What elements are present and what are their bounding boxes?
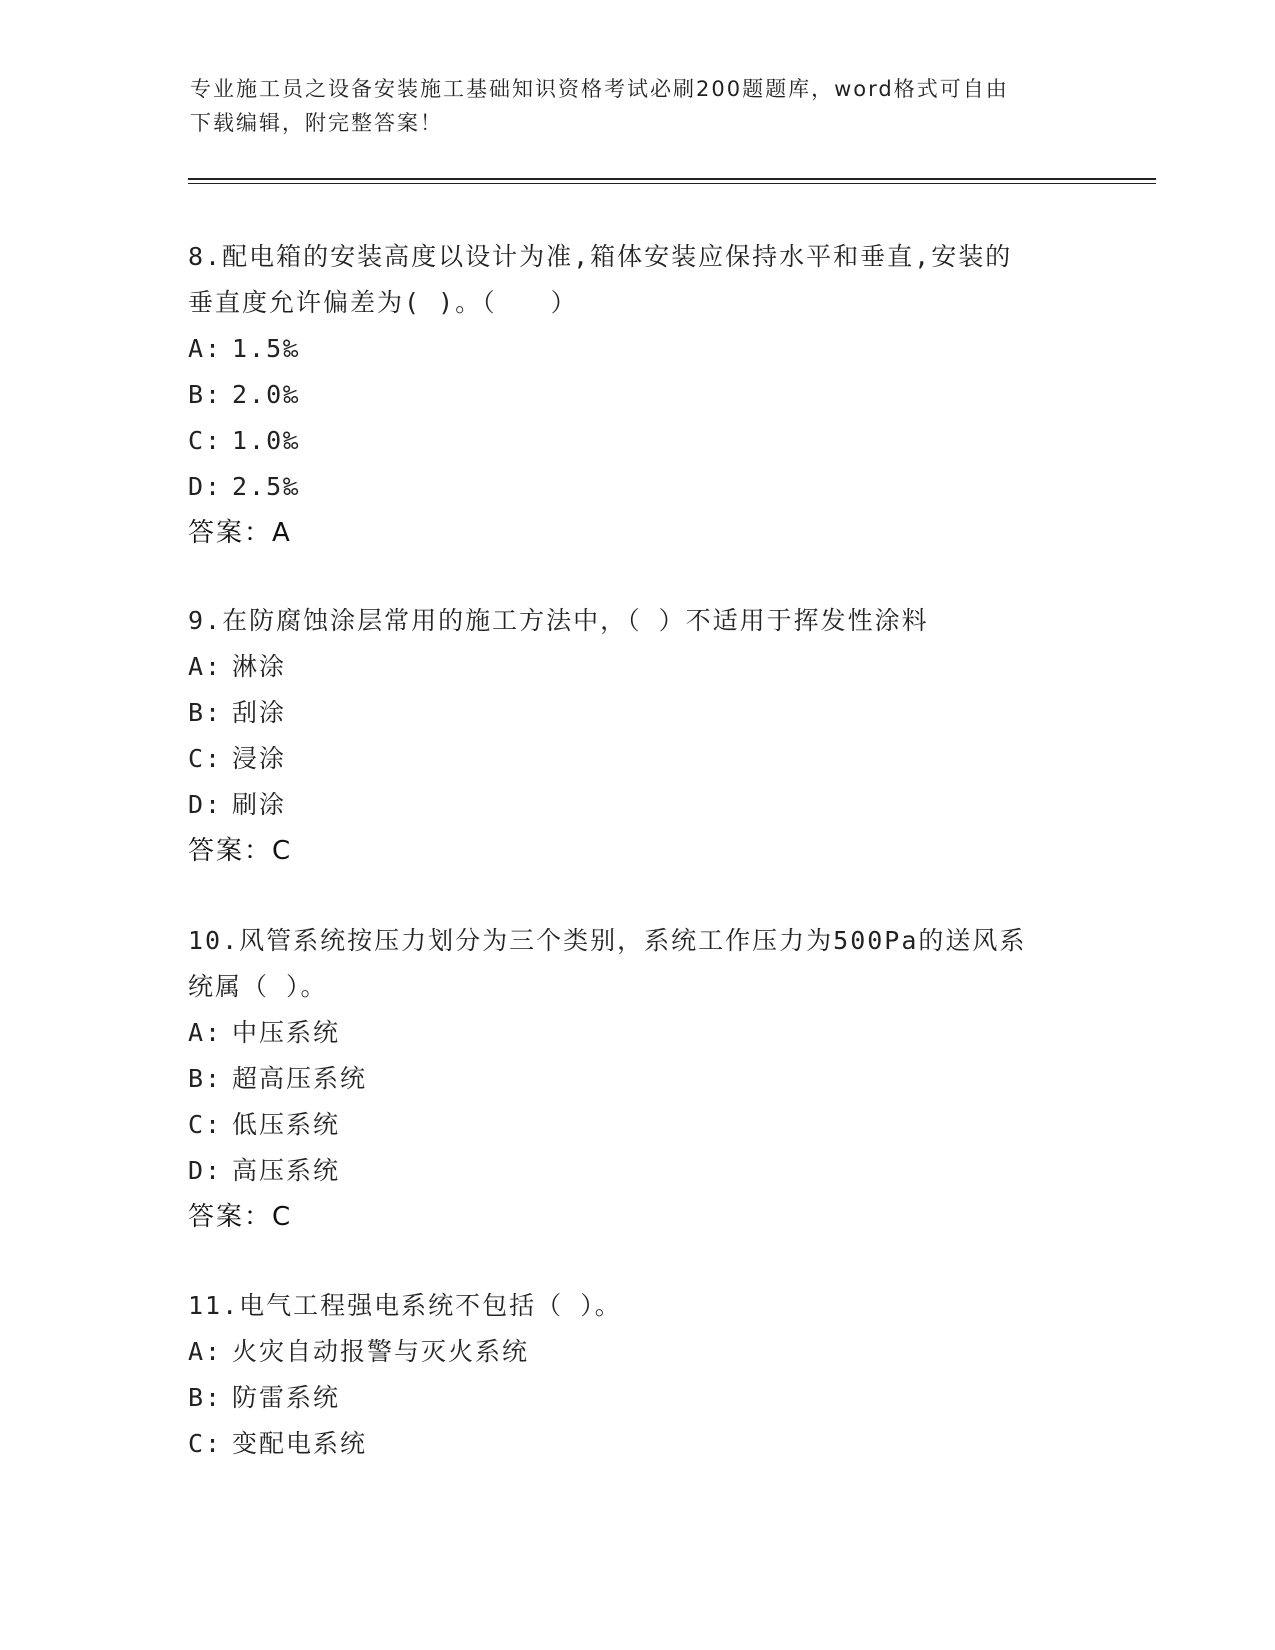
option-letter: C: xyxy=(188,744,223,773)
option-letter: B: xyxy=(188,380,223,409)
option-text: 变配电系统 xyxy=(232,1429,368,1458)
option-text: 中压系统 xyxy=(232,1018,341,1047)
document-header xyxy=(190,72,1090,140)
option-letter: D: xyxy=(188,472,223,501)
option-letter: A: xyxy=(188,1337,223,1366)
question-block xyxy=(188,1283,1088,1467)
option-a xyxy=(188,1329,1088,1375)
answer-value: C xyxy=(272,1202,293,1232)
option-text: 浸涂 xyxy=(232,744,287,773)
option-text: 防雷系统 xyxy=(232,1383,341,1412)
answer-label: 答案： xyxy=(188,836,273,866)
header-line-1: 专业施工员之设备安装施工基础知识资格考试必刷200题题库，word格式可自由 xyxy=(190,77,1009,101)
header-line-2: 下载编辑，附完整答案！ xyxy=(190,111,443,135)
option-b xyxy=(188,1375,1088,1421)
option-c xyxy=(188,1421,1088,1467)
question-stem: 9.在防腐蚀涂层常用的施工方法中，（ ）不适用于挥发性涂料 xyxy=(188,606,929,635)
option-a xyxy=(188,326,1088,372)
answer-label: 答案： xyxy=(188,518,273,548)
option-text: 1.5‰ xyxy=(232,334,301,363)
option-a xyxy=(188,1010,1088,1056)
option-text: 超高压系统 xyxy=(232,1064,368,1093)
option-letter: A: xyxy=(188,652,223,681)
option-letter: B: xyxy=(188,698,223,727)
option-d xyxy=(188,464,1088,510)
option-c xyxy=(188,1102,1088,1148)
question-stem: 10.风管系统按压力划分为三个类别，系统工作压力为500Pa的送风系 xyxy=(188,926,1027,955)
option-text: 刷涂 xyxy=(232,790,287,819)
question-stem-continued: 垂直度允许偏差为( )。（ ） xyxy=(188,288,578,317)
option-letter: B: xyxy=(188,1064,223,1093)
question-stem: 11.电气工程强电系统不包括（ ）。 xyxy=(188,1291,622,1320)
option-text: 低压系统 xyxy=(232,1110,341,1139)
option-letter: A: xyxy=(188,334,223,363)
header-divider-bottom xyxy=(188,183,1156,184)
option-text: 高压系统 xyxy=(232,1156,341,1185)
option-letter: B: xyxy=(188,1383,223,1412)
option-letter: C: xyxy=(188,426,223,455)
option-text: 2.5‰ xyxy=(232,472,301,501)
question-stem: 8.配电箱的安装高度以设计为准,箱体安装应保持水平和垂直,安装的 xyxy=(188,242,1013,271)
option-text: 1.0‰ xyxy=(232,426,301,455)
question-block xyxy=(188,598,1088,874)
option-b xyxy=(188,1056,1088,1102)
answer-label: 答案： xyxy=(188,1202,273,1232)
option-c xyxy=(188,418,1088,464)
option-text: 淋涂 xyxy=(232,652,287,681)
option-letter: A: xyxy=(188,1018,223,1047)
answer-line xyxy=(188,1194,1088,1240)
option-a xyxy=(188,644,1088,690)
option-letter: D: xyxy=(188,790,223,819)
option-letter: C: xyxy=(188,1429,223,1458)
header-divider-top xyxy=(188,178,1156,180)
answer-line xyxy=(188,510,1088,556)
answer-line xyxy=(188,828,1088,874)
question-block xyxy=(188,234,1088,556)
option-text: 刮涂 xyxy=(232,698,287,727)
option-d xyxy=(188,782,1088,828)
option-letter: C: xyxy=(188,1110,223,1139)
question-block xyxy=(188,918,1088,1240)
option-c xyxy=(188,736,1088,782)
option-text: 2.0‰ xyxy=(232,380,301,409)
option-b xyxy=(188,372,1088,418)
option-b xyxy=(188,690,1088,736)
answer-value: C xyxy=(272,836,293,866)
option-d xyxy=(188,1148,1088,1194)
option-text: 火灾自动报警与灭火系统 xyxy=(232,1337,530,1366)
question-stem-continued: 统属（ ）。 xyxy=(188,972,328,1001)
option-letter: D: xyxy=(188,1156,223,1185)
answer-value: A xyxy=(272,518,292,548)
